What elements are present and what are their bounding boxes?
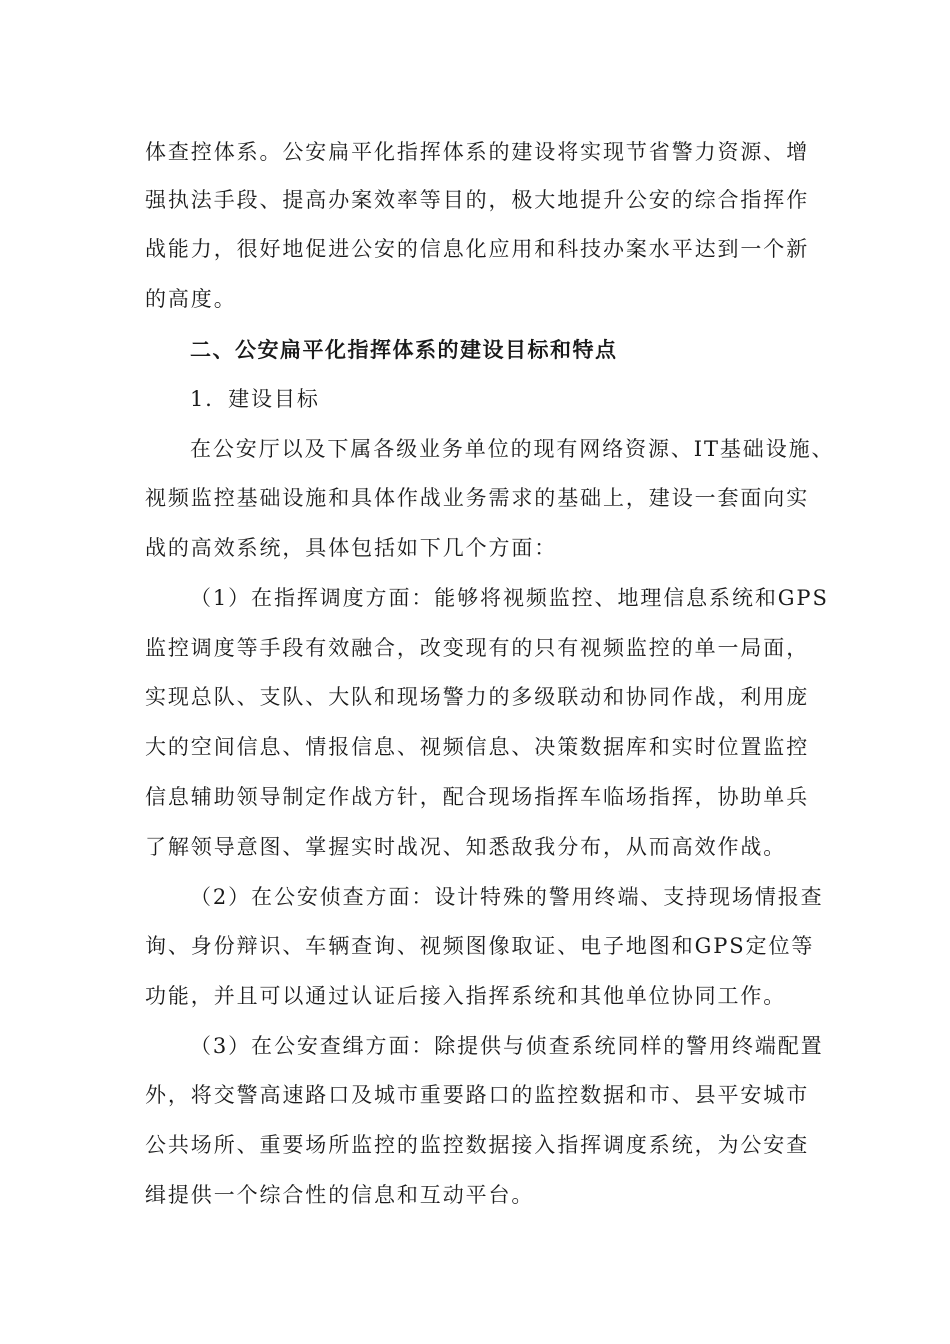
para1-line-3: 战的高效系统，具体包括如下几个方面： [145,536,558,560]
item1-line-4: 大的空间信息、情报信息、视频信息、决策数据库和实时位置监控 [145,735,810,759]
item3-line-1: （3）在公安查缉方面：除提供与侦查系统同样的警用终端配置 [190,1034,824,1058]
item1-line-1: （1）在指挥调度方面：能够将视频监控、地理信息系统和GPS [190,586,829,610]
item1-line-2: 监控调度等手段有效融合，改变现有的只有视频监控的单一局面， [145,636,810,660]
item3-line-4: 缉提供一个综合性的信息和互动平台。 [145,1183,535,1207]
item2-line-3: 功能，并且可以通过认证后接入指挥系统和其他单位协同工作。 [145,984,787,1008]
intro-line-3: 战能力，很好地促进公安的信息化应用和科技办案水平达到一个新 [145,237,810,261]
para1-line-1: 在公安厅以及下属各级业务单位的现有网络资源、IT基础设施、 [190,437,835,461]
item3-line-2: 外，将交警高速路口及城市重要路口的监控数据和市、县平安城市 [145,1083,810,1107]
intro-line-1: 体查控体系。公安扁平化指挥体系的建设将实现节省警力资源、增 [145,140,810,164]
intro-line-4: 的高度。 [145,287,237,311]
para1-line-2: 视频监控基础设施和具体作战业务需求的基础上，建设一套面向实 [145,486,810,510]
section-heading: 二、公安扁平化指挥体系的建设目标和特点 [190,337,618,362]
intro-line-2: 强执法手段、提高办案效率等目的，极大地提升公安的综合指挥作 [145,188,810,212]
subsection-heading: 1．建设目标 [190,387,320,411]
item2-line-1: （2）在公安侦查方面：设计特殊的警用终端、支持现场情报查 [190,885,824,909]
item1-line-3: 实现总队、支队、大队和现场警力的多级联动和协同作战，利用庞 [145,685,810,709]
item3-line-3: 公共场所、重要场所监控的监控数据接入指挥调度系统，为公安查 [145,1133,810,1157]
item2-line-2: 询、身份辩识、车辆查询、视频图像取证、电子地图和GPS定位等 [145,934,815,958]
item1-line-5: 信息辅助领导制定作战方针，配合现场指挥车临场指挥，协助单兵 [145,785,810,809]
item1-line-6: 了解领导意图、掌握实时战况、知悉敌我分布，从而高效作战。 [145,835,787,859]
